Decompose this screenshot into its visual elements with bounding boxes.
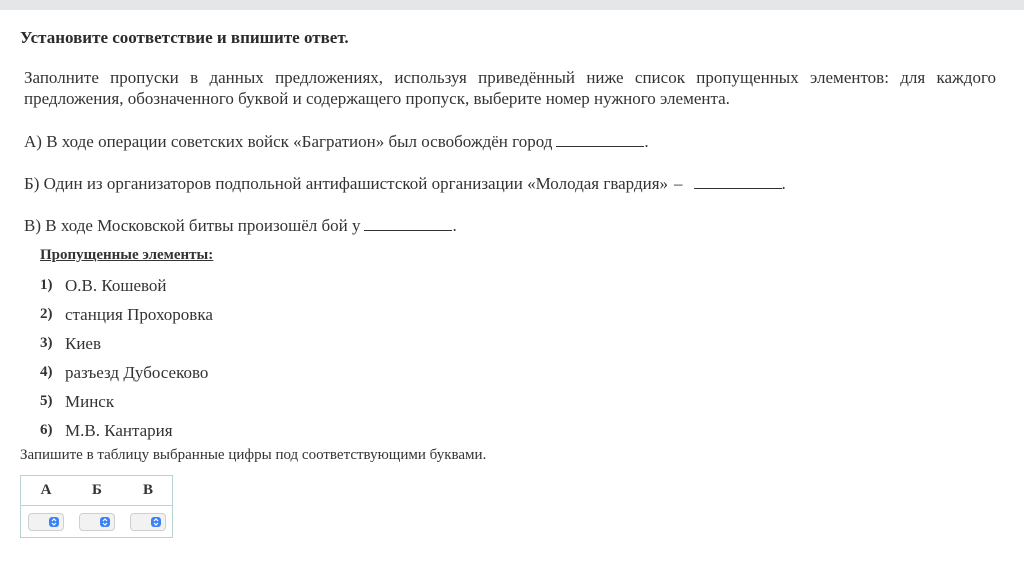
sentence-b-text: Б) Один из организаторов подпольной антифашистской организации «Молодая гвардия» xyxy=(24,174,669,193)
column-label-c: В xyxy=(142,482,153,498)
list-item xyxy=(40,329,213,358)
sentence-b xyxy=(24,173,786,194)
option-text: станция Прохоровка xyxy=(65,304,213,324)
answer-instructions: Запишите в таблицу выбранные цифры под соответствующими буквами. xyxy=(20,447,487,463)
sentence-a-end: . xyxy=(644,132,649,151)
sentence-a-blank xyxy=(556,131,644,147)
sentence-c-text: В) В ходе Московской битвы произошёл бой у xyxy=(24,216,361,235)
list-item xyxy=(40,416,213,445)
updown-chevron-icon xyxy=(49,517,59,527)
answer-table xyxy=(20,475,173,538)
option-text: М.В. Кантария xyxy=(65,420,173,440)
sentence-a-text: А) В ходе операции советских войск «Багратион» был освобождён город xyxy=(24,132,553,151)
list-item xyxy=(40,387,213,416)
column-label-a: А xyxy=(40,482,52,498)
sentence-c-blank xyxy=(364,215,452,231)
answer-select-c[interactable] xyxy=(130,513,166,531)
option-text: Минск xyxy=(65,391,115,411)
list-item xyxy=(40,271,213,300)
top-bar xyxy=(0,0,1024,10)
updown-chevron-icon xyxy=(151,517,161,527)
sentence-a xyxy=(24,131,649,152)
sentence-b-end: . xyxy=(781,174,786,193)
option-text: О.В. Кошевой xyxy=(65,275,167,295)
list-item xyxy=(40,300,213,329)
sentence-b-blank xyxy=(694,173,782,189)
updown-chevron-icon xyxy=(100,517,110,527)
answer-table-header xyxy=(21,476,172,506)
option-number: 3) xyxy=(40,335,53,351)
answer-select-a[interactable] xyxy=(28,513,64,531)
task-title: Установите соответствие и впишите ответ. xyxy=(20,28,349,47)
missing-elements-list xyxy=(40,271,213,445)
list-item xyxy=(40,358,213,387)
option-text: Киев xyxy=(65,333,102,353)
sentence-b-dash: – xyxy=(674,174,683,193)
column-label-b: Б xyxy=(92,482,102,498)
sentence-c-end: . xyxy=(452,216,457,235)
option-number: 5) xyxy=(40,393,53,409)
option-number: 4) xyxy=(40,364,53,380)
option-number: 2) xyxy=(40,306,53,322)
option-text: разъезд Дубосеково xyxy=(65,362,209,382)
missing-elements-header: Пропущенные элементы: xyxy=(40,247,214,263)
task-instructions: Заполните пропуски в данных предложениях, используя приведённый ниже список пропущенных элементов: для каждого предложения, обозначенного буквой и содержащего пропуск, выберите номер нужного элемента. xyxy=(24,68,996,108)
answer-select-b[interactable] xyxy=(79,513,115,531)
sentence-c xyxy=(24,215,457,236)
option-number: 1) xyxy=(40,277,53,293)
option-number: 6) xyxy=(40,422,53,438)
